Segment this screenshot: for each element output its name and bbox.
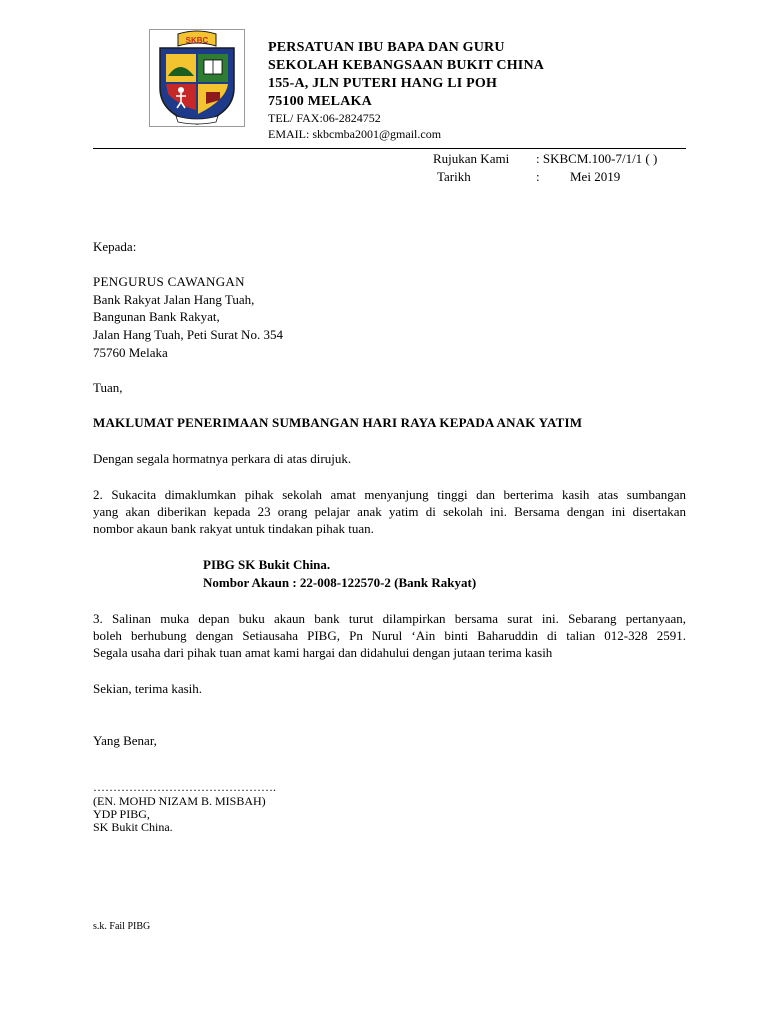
- signature-yours: Yang Benar,: [93, 733, 157, 748]
- signature-dots: ……………………………………….: [93, 780, 276, 794]
- opening-line: Dengan segala hormatnya perkara di atas dirujuk.: [93, 451, 352, 466]
- org-name-line1: PERSATUAN IBU BAPA DAN GURU: [268, 40, 505, 55]
- recipient-line1: Bank Rakyat Jalan Hang Tuah,: [93, 292, 255, 307]
- ref-label: Rujukan Kami: [433, 151, 510, 166]
- signatory-position: YDP PIBG,: [93, 807, 150, 821]
- logo-text: SKBC: [185, 36, 209, 45]
- paragraph-3-line2: boleh berhubung dengan Setiausaha PIBG, Pn Nurul ‘Ain binti Baharuddin di talian 012-328 2591.: [93, 628, 686, 643]
- recipient-title: PENGURUS CAWANGAN: [93, 274, 245, 289]
- school-logo: [149, 29, 245, 127]
- account-name: PIBG SK Bukit China.: [203, 557, 331, 572]
- signatory-name: (EN. MOHD NIZAM B. MISBAH): [93, 794, 266, 808]
- recipient-to: Kepada:: [93, 239, 137, 254]
- paragraph-3: [93, 610, 686, 661]
- closing-line: Sekian, terima kasih.: [93, 681, 203, 696]
- signatory-school: SK Bukit China.: [93, 820, 173, 834]
- recipient-line4: 75760 Melaka: [93, 345, 168, 360]
- org-tel: TEL/ FAX:06-2824752: [268, 111, 381, 125]
- org-name-line2: SEKOLAH KEBANGSAAN BUKIT CHINA: [268, 58, 545, 73]
- recipient-line3: Jalan Hang Tuah, Peti Surat No. 354: [93, 327, 283, 342]
- greeting: Tuan,: [93, 380, 123, 395]
- cc-line: s.k. Fail PIBG: [93, 921, 151, 932]
- ref-value: : SKBCM.100-7/1/1 ( ): [536, 151, 658, 166]
- paragraph-3-line1: 3. Salinan muka depan buku akaun bank turut dilampirkan bersama surat ini. Sebarang pertanyaan,: [93, 611, 686, 626]
- date-colon: :: [536, 169, 540, 184]
- paragraph-2-line3: nombor akaun bank rakyat untuk tindakan pihak tuan.: [93, 521, 374, 536]
- org-address-line2: 75100 MELAKA: [268, 94, 372, 109]
- date-label: Tarikh: [437, 169, 471, 184]
- org-address-line1: 155-A, JLN PUTERI HANG LI POH: [268, 76, 498, 91]
- paragraph-2: [93, 486, 686, 537]
- subject-line: MAKLUMAT PENERIMAAN SUMBANGAN HARI RAYA KEPADA ANAK YATIM: [93, 415, 583, 430]
- recipient-line2: Bangunan Bank Rakyat,: [93, 309, 220, 324]
- account-number: Nombor Akaun : 22-008-122570-2 (Bank Rakyat): [203, 575, 477, 590]
- org-email: EMAIL: skbcmba2001@gmail.com: [268, 127, 442, 141]
- paragraph-3-line3: Segala usaha dari pihak tuan amat kami hargai dan didahului dengan jutaan terima kasih: [93, 645, 553, 660]
- paragraph-2-line1: 2. Sukacita dimaklumkan pihak sekolah amat menyanjung tinggi dan berterima kasih atas sumbangan: [93, 487, 686, 502]
- header-divider: [93, 148, 686, 149]
- date-value: Mei 2019: [570, 169, 621, 184]
- paragraph-2-line2: yang akan diberikan kepada 23 orang pelajar anak yatim di sekolah ini. Bersama dengan ini disertakan: [93, 504, 686, 519]
